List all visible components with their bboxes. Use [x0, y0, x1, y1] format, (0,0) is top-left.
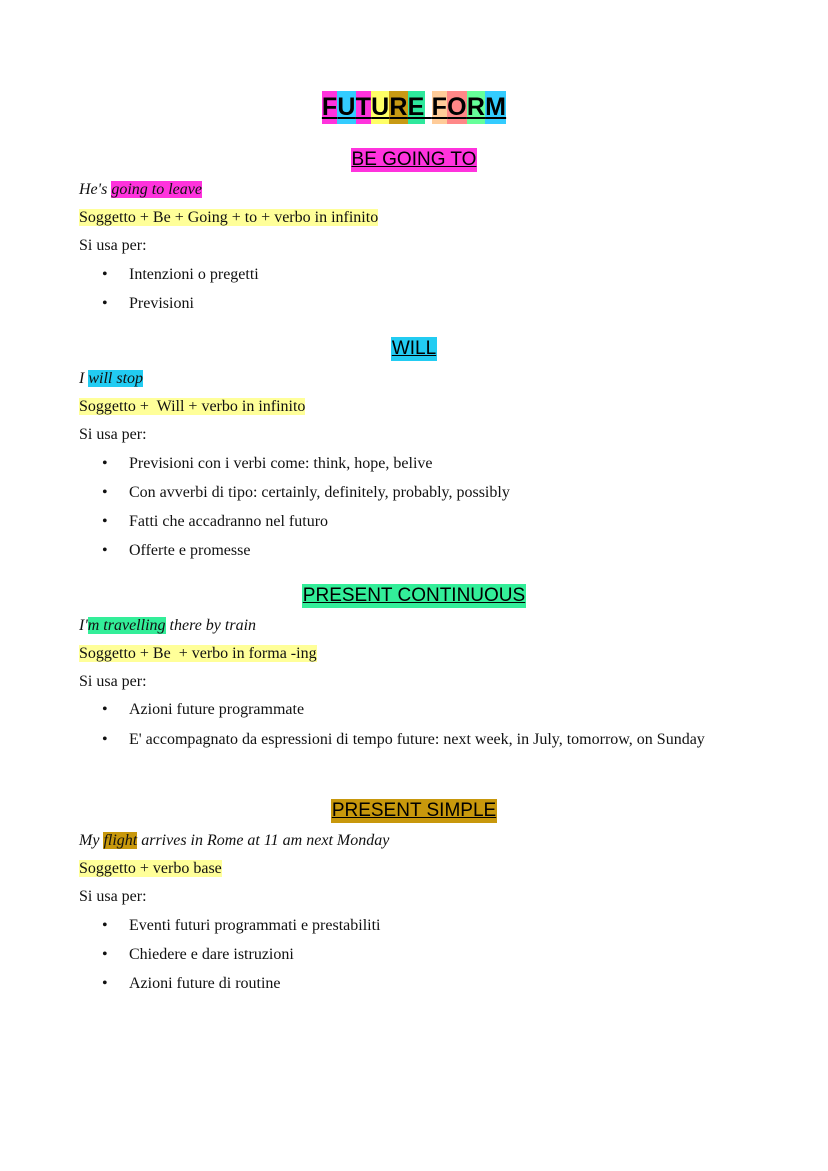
bullet-icon: •	[102, 701, 108, 718]
formula-line	[79, 209, 378, 227]
section-heading-be-going-to	[0, 149, 828, 171]
section-heading-will	[0, 338, 828, 360]
list-item-text: Azioni future programmate	[129, 701, 305, 718]
list-item-text: Con avverbi di tipo: certainly, definitely, probably, possibly	[129, 484, 510, 501]
example-prefix: He's	[79, 181, 112, 198]
formula-line	[79, 860, 222, 878]
title-letter: R	[467, 91, 485, 124]
bullet-icon: •	[102, 266, 108, 283]
bullet-icon: •	[102, 975, 108, 992]
list-item	[102, 513, 328, 531]
bullet-icon: •	[102, 455, 108, 472]
formula-text: Soggetto + Be + verbo in forma -ing	[79, 645, 317, 662]
list-item	[102, 455, 433, 473]
usage-label: Si usa per:	[79, 888, 147, 905]
list-item	[102, 295, 194, 313]
example-highlight: will stop	[88, 370, 144, 387]
document-title	[0, 93, 828, 122]
bullet-icon: •	[102, 731, 108, 748]
example-sentence	[79, 617, 256, 635]
list-item-text: Previsioni	[129, 295, 194, 312]
title-letter: F	[432, 91, 447, 124]
title-letter: M	[485, 91, 506, 124]
list-item	[102, 975, 281, 993]
list-item-text: Fatti che accadranno nel futuro	[129, 513, 329, 530]
example-suffix: there by train	[165, 617, 257, 634]
example-highlight: going to leave	[111, 181, 202, 198]
title-letter: O	[447, 91, 467, 124]
heading-text: BE GOING TO	[351, 149, 477, 170]
list-item-text: Offerte e promesse	[129, 542, 251, 559]
list-item	[102, 701, 304, 719]
heading-text: PRESENT CONTINUOUS	[302, 585, 526, 606]
example-sentence	[79, 370, 143, 388]
bullet-icon: •	[102, 484, 108, 501]
usage-label: Si usa per:	[79, 673, 147, 690]
usage-label: Si usa per:	[79, 426, 147, 443]
bullet-icon: •	[102, 542, 108, 559]
example-highlight: m travelling	[87, 617, 166, 634]
list-item	[102, 266, 259, 284]
bullet-icon: •	[102, 917, 108, 934]
list-item	[102, 484, 510, 502]
title-letter: T	[356, 91, 371, 124]
bullet-icon: •	[102, 513, 108, 530]
list-item	[102, 731, 705, 749]
formula-text: Soggetto + Will + verbo in infinito	[79, 398, 306, 415]
list-item-text: Chiedere e dare istruzioni	[129, 946, 294, 963]
title-text	[322, 91, 506, 124]
section-heading-present-simple	[0, 800, 828, 822]
formula-text: Soggetto + Be + Going + to + verbo in infinito	[79, 209, 379, 226]
list-item	[102, 946, 294, 964]
example-highlight: flight	[103, 832, 138, 849]
heading-text: WILL	[391, 338, 437, 359]
title-letter	[425, 91, 432, 124]
bullet-icon: •	[102, 295, 108, 312]
title-letter: R	[389, 91, 407, 124]
bullet-icon: •	[102, 946, 108, 963]
section-heading-present-continuous	[0, 585, 828, 607]
list-item-text: E' accompagnato da espressioni di tempo future: next week, in July, tomorrow, on Sunday	[129, 731, 705, 748]
example-sentence	[79, 181, 202, 199]
formula-line	[79, 645, 317, 663]
formula-line	[79, 398, 305, 416]
list-item-text: Previsioni con i verbi come: think, hope, belive	[129, 455, 433, 472]
title-letter: U	[337, 91, 355, 124]
list-item	[102, 917, 380, 935]
list-item-text: Eventi futuri programmati e prestabiliti	[129, 917, 381, 934]
usage-label: Si usa per:	[79, 237, 147, 254]
example-prefix: My	[79, 832, 104, 849]
title-letter: F	[322, 91, 337, 124]
formula-text: Soggetto + verbo base	[79, 860, 222, 877]
title-letter: U	[371, 91, 389, 124]
title-letter: E	[408, 91, 425, 124]
list-item-text: Intenzioni o pregetti	[129, 266, 259, 283]
example-prefix: I	[79, 370, 89, 387]
heading-text: PRESENT SIMPLE	[331, 800, 497, 821]
example-prefix: I'	[79, 617, 88, 634]
example-suffix: arrives in Rome at 11 am next Monday	[137, 832, 390, 849]
list-item	[102, 542, 250, 560]
list-item-text: Azioni future di routine	[129, 975, 281, 992]
example-sentence	[79, 832, 389, 850]
